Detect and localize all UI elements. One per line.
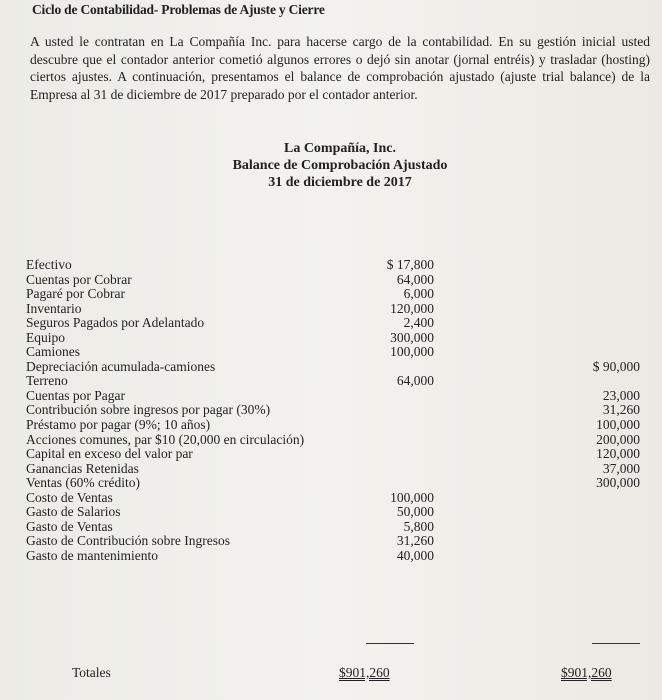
account-name: Ganancias Retenidas: [26, 460, 139, 476]
table-row: [26, 462, 656, 477]
account-name: Cuentas por Cobrar: [26, 271, 132, 287]
table-row: [26, 389, 656, 404]
account-name: Equipo: [26, 329, 65, 345]
debit-amount: 100,000: [390, 344, 434, 360]
account-name: Gasto de Ventas: [26, 518, 113, 534]
credit-amount: 100,000: [596, 417, 640, 433]
debit-total-rule: [366, 643, 414, 644]
table-row: [26, 505, 656, 520]
table-row: [26, 549, 656, 564]
table-row: [26, 403, 656, 418]
debit-amount: 64,000: [396, 373, 434, 389]
trial-balance-table: [26, 258, 656, 563]
debit-amount: 50,000: [396, 504, 434, 520]
totals-debit: $901,260: [339, 665, 390, 680]
totals-credit: $901,260: [561, 665, 612, 680]
debit-amount: 40,000: [396, 547, 434, 563]
table-row: [26, 447, 656, 462]
account-name: Gasto de mantenimiento: [26, 547, 158, 563]
account-name: Gasto de Salarios: [26, 504, 121, 520]
debit-amount: 5,800: [403, 518, 434, 534]
account-name: Terreno: [26, 373, 68, 389]
account-name: Inventario: [26, 300, 82, 316]
credit-amount: 200,000: [596, 431, 640, 447]
table-row: [26, 331, 656, 346]
account-name: Efectivo: [26, 257, 72, 272]
debit-amount: 120,000: [390, 300, 434, 316]
company-name: La Compañía, Inc.: [283, 141, 397, 156]
statement-title: Balance de Comprobación Ajustado: [232, 158, 448, 173]
account-name: Camiones: [26, 344, 80, 360]
account-name: Pagaré por Cobrar: [26, 286, 125, 302]
table-row: [26, 316, 656, 331]
debit-amount: 2,400: [403, 315, 434, 331]
table-row: [26, 491, 656, 506]
debit-amount: 6,000: [403, 286, 434, 302]
debit-amount: 100,000: [390, 489, 434, 505]
document-heading: Ciclo de Contabilidad- Problemas de Ajuste y Cierre: [32, 2, 325, 17]
account-name: Costo de Ventas: [26, 489, 113, 505]
debit-amount: $ 17,800: [386, 257, 434, 272]
account-name: Depreciación acumulada-camiones: [26, 358, 216, 374]
credit-amount: 31,260: [602, 402, 640, 418]
table-row: [26, 345, 656, 360]
table-row: [26, 433, 656, 448]
debit-amount: 300,000: [390, 329, 434, 345]
table-row: [26, 374, 656, 389]
statement-date: 31 de diciembre de 2017: [268, 175, 412, 190]
account-name: Préstamo por pagar (9%; 10 años): [26, 417, 211, 433]
credit-amount: 120,000: [596, 446, 640, 462]
account-name: Seguros Pagados por Adelantado: [26, 315, 205, 331]
credit-amount: $ 90,000: [592, 358, 640, 374]
table-row: [26, 520, 656, 535]
table-row: [26, 534, 656, 549]
table-row: [26, 258, 656, 273]
account-name: Gasto de Contribución sobre Ingresos: [26, 533, 230, 549]
table-row: [26, 418, 656, 433]
totals-row: [72, 665, 656, 681]
table-row: [26, 302, 656, 317]
account-name: Acciones comunes, par $10 (20,000 en circulación): [26, 431, 305, 447]
credit-amount: 37,000: [602, 460, 640, 476]
intro-text: A usted le contratan en La Compañía Inc. para hacerse cargo de la contabilidad. En su gestión inicial usted descubre que el contador anterior cometió algunos errores o dejó sin anotar (jornal entréis) y trasladar (hosting) ciertos ajustes. A continuación, presentamos el balance de comprobación ajustado (ajuste trial balance) de la Empresa al 31 de diciembre de 2017 preparado por el contador anterior.: [30, 34, 650, 102]
account-name: Capital en exceso del valor par: [26, 446, 193, 462]
table-row: [26, 360, 656, 375]
debit-amount: 31,260: [396, 533, 434, 549]
statement-header: [150, 140, 530, 191]
intro-paragraph: [30, 33, 650, 103]
credit-amount: 300,000: [596, 475, 640, 491]
table-row: [26, 273, 656, 288]
credit-total-rule: [592, 643, 640, 644]
table-row: [26, 476, 656, 491]
table-row: [26, 287, 656, 302]
account-name: Ventas (60% crédito): [26, 475, 140, 491]
totals-label: Totales: [72, 665, 111, 680]
debit-amount: 64,000: [396, 271, 434, 287]
account-name: Cuentas por Pagar: [26, 387, 125, 403]
account-name: Contribución sobre ingresos por pagar (30%): [26, 402, 271, 418]
credit-amount: 23,000: [602, 387, 640, 403]
